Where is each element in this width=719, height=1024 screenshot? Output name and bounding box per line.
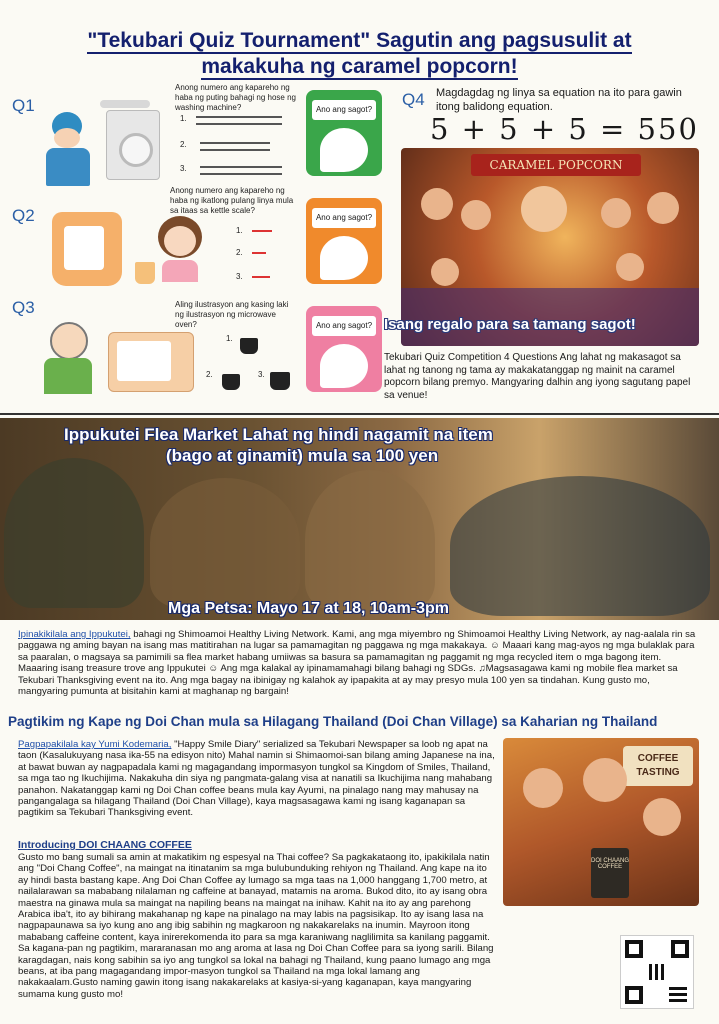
q1-hose-3 xyxy=(200,166,282,175)
coffee-title: Pagtikim ng Kape ng Doi Chan mula sa Hilagang Thailand (Doi Chan Village) sa Kaharian ng Thailand xyxy=(8,714,658,729)
q2-answer-box[interactable] xyxy=(306,198,382,284)
coffee-body-block xyxy=(18,852,498,1000)
q2-answer-prompt: Ano ang sagot? xyxy=(312,208,376,228)
flea-title-line1: Ippukutei Flea Market Lahat ng hindi nagamit na item xyxy=(64,425,493,444)
worker-illustration xyxy=(38,108,98,186)
microwave-icon xyxy=(108,332,194,392)
q1-option-3: 3. xyxy=(180,164,187,173)
q4-label: Q4 xyxy=(402,90,425,109)
q1-answer-box[interactable] xyxy=(306,90,382,176)
kettle-icon xyxy=(52,212,122,286)
q3-cup-1 xyxy=(240,338,258,354)
man-illustration xyxy=(40,322,96,394)
q2-line-1 xyxy=(252,230,272,232)
hose-illustration xyxy=(100,100,150,108)
q2-line-3 xyxy=(252,276,270,278)
page-title xyxy=(0,28,719,80)
yumi-link[interactable]: Pagpapakilala kay Yumi Kodemaria, xyxy=(18,739,172,750)
q1-hose-2 xyxy=(200,142,270,151)
q2-label: Q2 xyxy=(12,206,35,225)
q3-cup-2 xyxy=(222,374,240,390)
popcorn-sign: CARAMEL POPCORN xyxy=(471,154,641,176)
q1-label: Q1 xyxy=(12,96,35,115)
q1-question: Anong numero ang kapareho ng haba ng puting bahagi ng hose ng washing machine? xyxy=(175,83,296,112)
q3-cup-3 xyxy=(270,372,290,390)
coffee-tasting-sign: COFFEE TASTING xyxy=(623,746,693,786)
q1-hose-1 xyxy=(196,116,282,125)
q2-option-1: 1. xyxy=(236,226,243,235)
girl-illustration xyxy=(156,214,204,282)
q3-answer-prompt: Ano ang sagot? xyxy=(312,316,376,336)
flea-body xyxy=(18,629,702,697)
answer-bubble-icon xyxy=(320,236,368,280)
section-divider xyxy=(0,413,719,415)
coffee-tasting-illustration xyxy=(503,738,699,906)
q3-option-1: 1. xyxy=(226,334,233,343)
flea-title-line2: (bago at ginamit) mula sa 100 yen xyxy=(166,446,439,465)
q3-label: Q3 xyxy=(12,298,35,317)
coffee-intro-text: "Happy Smile Diary" serialized sa Tekubari Newspaper sa loob ng apat na taon (Kasalukuyang nasa ika-55 na edisyon nito) Mahal namin si Shimaomoi-san bilang aming Japanese na ina, at bawat buwan ay nagpapadala kami ng magagandang impormasyon tungkol sa Kingdom of Smiles, Thailand, sa mga tao ng Ikuchijima. Nakakuha din siya ng pangmata-galang visa at nanatili sa Ikuchijima nang mahabang panahon. Nakatanggap kami ng Doi Chan coffee beans mula kay Ayumi, na pinalago nang may mahusay na pangangalaga sa hilagang Thailand (Doi Chan Village), kaya magsasagawa kami ng isang kaganapan sa pagtikim sa Tekubari Thanksgiving event. xyxy=(18,739,495,819)
answer-bubble-icon xyxy=(320,128,368,172)
q3-answer-box[interactable] xyxy=(306,306,382,392)
answer-bubble-icon xyxy=(320,344,368,388)
title-line1: "Tekubari Quiz Tournament" Sagutin ang pagsusulit at xyxy=(87,29,632,52)
q3-option-3: 3. xyxy=(258,370,265,379)
cup-icon xyxy=(135,262,155,284)
coffee-subheading: Introducing DOI CHAANG COFFEE xyxy=(18,839,192,851)
flea-dates: Mga Petsa: Mayo 17 at 18, 10am-3pm xyxy=(168,600,450,617)
coffee-body: Gusto mo bang sumali sa amin at makatikim ng espesyal na Thai coffee? Sa pagkakataong ito, ipakikilala natin ang "Doi Chang Coffee", na maingat na itinatanim sa mga bulubunduking rehiyon ng Thailand. Ang kape na ito ay hindi basta bastang kape. Ang Doi Chan Coffee ay lumago sa mga taas na 1,000 hanggang 1,700 metro, at nailalarawan sa mababang nilalaman ng caffeine at banayad, matamis na aroma. Bukod dito, ito ay isang obra maestra na ginawa mula sa maingat na napiling beans na maingat na inihaw. Kahit na ito ay ang parehong Arabica iba't, ito ay bihirang makahanap ng kape na pinalago na may labis na pagsisikap. Ito ay isang lasa na nagpapaunawa sa iyo kung ano ang ibig sabihin ng magkaroon ng nakakarelaks na inumin. Mayroon itong mababang caffeine content, kaya inirerekomenda ito para sa mga karaniwang naglilimita sa kanilang paggamit. Sa kagana-pan ng pagtikim, mararanasan mo ang aroma at lasa ng Doi Chan Coffee para sa iyong sarili. Bilang karagdagan, nais kong sabihin sa iyo ang tungkol sa lokal na bahagi ng Thailand, kung paano lumago ang mga beans, at iba pang magagandang impor-masyon tungkol sa Thailand na mga lokal lamang ang nakakaalam.Gusto naming gawin itong isang nakakarelaks at kasiya-si-yang kaganapan, kaya mangyaring sumama kung gusto mo! xyxy=(18,852,494,1000)
popcorn-banner: Isang regalo para sa tamang sagot! xyxy=(384,316,636,333)
ippukutei-link[interactable]: Ipinakikilala ang Ippukutei, xyxy=(18,629,131,640)
q2-question: Anong numero ang kapareho ng haba ng ikatlong pulang linya mula sa itaas sa kettle scale? xyxy=(170,186,294,215)
qr-code[interactable] xyxy=(620,935,694,1009)
q2-option-2: 2. xyxy=(236,248,243,257)
popcorn-description: Tekubari Quiz Competition 4 Questions Ang lahat ng makasagot sa lahat ng tanong ng tama ay makakatanggap ng mainit na caramel popcorn bilang premyo. Mangyaring dalhin ang iyong sagutang papel sa venue! xyxy=(384,352,691,401)
q4-question: Magdagdag ng linya sa equation na ito para gawin itong balidong equation. xyxy=(436,87,682,113)
q1-option-2: 2. xyxy=(180,140,187,149)
flea-body-text: bahagi ng Shimoamoi Healthy Living Network. Kami, ang mga miyembro ng Shimoamoi Healthy Living Network, ay nag-aalala rin sa paggawa ng aming bayan na isang mas matitirahan na lugar sa pamamagitan ng paggawa ng mga makakaya. ☺ Maaari kang mag-ayos ng mga bulaklak para sa paaralan, o magsaya sa pamimili sa flea market habang umiiwas sa basura sa pamamagitan ng paggamit ng mga recycled item o mga bagong item. Maaaring isang treasure trove ang Ippukutei ☺ Ang mga kalakal ay ipinamamahagi bilang bahagi ng SDGs. ♫Magsasagawa kami ng mobile flea market sa Tekubari Thanksgiving event na ito. Ang mga bagay na ibinigay ng kalahok ay ipapakita at ay may presyo mula 100 yen sa tindahan. Kung gusto mo, mangyaring pumunta at bisitahin kami at maghanap ng bargain! xyxy=(18,629,696,698)
title-line2: makakuha ng caramel popcorn! xyxy=(201,55,518,78)
washing-machine-icon xyxy=(106,110,160,180)
q2-option-3: 3. xyxy=(236,272,243,281)
q4-equation: 5 + 5 + 5 = 550 xyxy=(430,112,699,146)
q2-line-2 xyxy=(252,252,266,254)
coffee-intro xyxy=(18,739,496,819)
q1-option-1: 1. xyxy=(180,114,187,123)
q1-answer-prompt: Ano ang sagot? xyxy=(312,100,376,120)
coffee-bag: DOI CHAANG COFFEE xyxy=(591,848,629,898)
q3-question: Aling ilustrasyon ang kasing laki ng ilustrasyon ng microwave oven? xyxy=(175,300,289,329)
q3-option-2: 2. xyxy=(206,370,213,379)
